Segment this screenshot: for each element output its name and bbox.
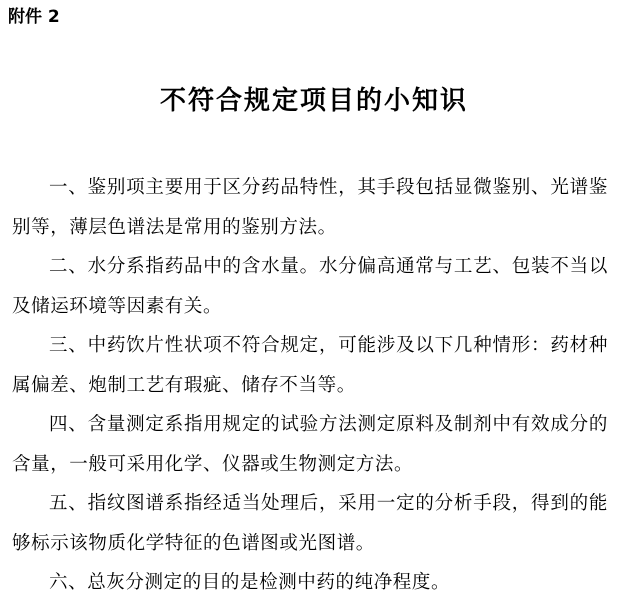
paragraph-assay: 四、含量测定系指用规定的试验方法测定原料及制剂中有效成分的含量，一般可采用化学、仪器或生物测定方法。 bbox=[12, 414, 608, 475]
paragraph-total-ash: 六、总灰分测定的目的是检测中药的纯净程度。 bbox=[49, 572, 451, 593]
attachment-label: 附件 2 bbox=[8, 7, 60, 27]
document-body bbox=[12, 168, 608, 603]
paragraph-fingerprint: 五、指纹图谱系指经适当处理后，采用一定的分析手段，得到的能够标示该物质化学特征的色谱图或光图谱。 bbox=[12, 493, 608, 554]
document-title: 不符合规定项目的小知识 bbox=[159, 86, 468, 116]
paragraph-appearance: 三、中药饮片性状项不符合规定，可能涉及以下几种情形：药材种属偏差、炮制工艺有瑕疵、储存不当等。 bbox=[12, 335, 608, 396]
paragraph-identification: 一、鉴别项主要用于区分药品特性，其手段包括显微鉴别、光谱鉴别等，薄层色谱法是常用的鉴别方法。 bbox=[12, 177, 608, 238]
paragraph-moisture: 二、水分系指药品中的含水量。水分偏高通常与工艺、包装不当以及储运环境等因素有关。 bbox=[12, 256, 608, 317]
